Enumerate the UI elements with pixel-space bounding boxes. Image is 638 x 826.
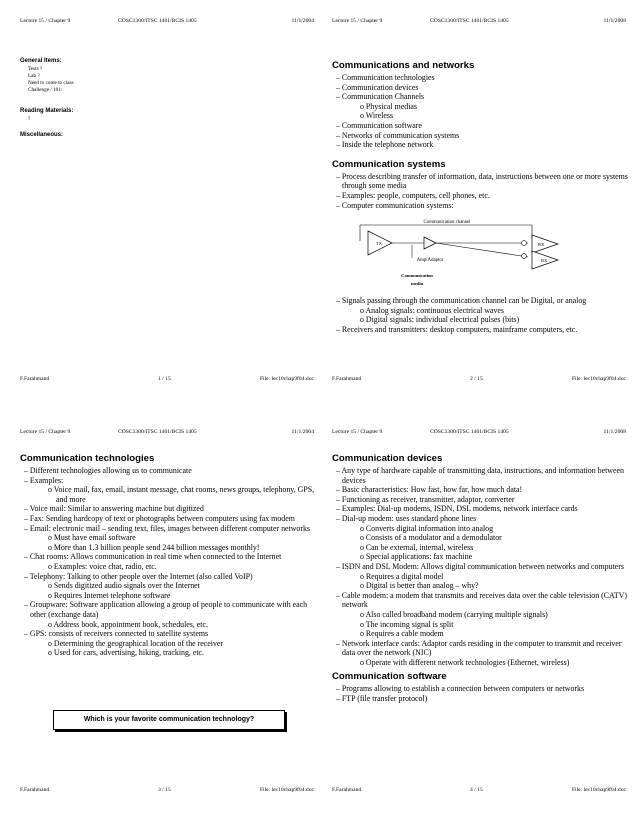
bullet-item: – Process describing transfer of information, data, instructions between one or more systems through some media <box>336 171 628 191</box>
bullet-item: – FTP (file transfer protocol) <box>336 694 428 704</box>
sub-bullet-item: o Sends digitized audio signals over the Internet <box>48 581 200 591</box>
bullet-item: – Functioning as receiver, transmitter, adaptor, converter <box>336 494 515 504</box>
bullet-item: – Telephony: Talking to other people over the Internet (also called VoIP) <box>24 571 253 581</box>
bullet-item: – Communication software <box>336 120 422 130</box>
bullet-item: – Fax: Sending hardcopy of text or photographs between computers using fax modem <box>24 513 295 523</box>
bullet-item: – Groupware: Software application allowing a group of people to communicate with each other (exchange data) <box>24 600 308 619</box>
footer-file: File: lec10chap9f04.doc <box>259 787 314 793</box>
rx2-label: RX <box>541 258 548 264</box>
sub-bullet-item: o Determining the geographical location of the receiver <box>48 638 224 648</box>
page-2 <box>330 14 630 409</box>
header-course: COSC1300/ITSC 1401/BCIS 1405 <box>430 429 509 435</box>
bullet-item: – Any type of hardware capable of transmitting data, instructions, and information between devices <box>336 466 624 485</box>
sub-bullet-item: o Converts digital information into analog <box>360 523 494 533</box>
bullet-item: – Cable modem: a modem that transmits and receives data over the cable television (CATV) network <box>336 590 627 610</box>
sub-bullet-item: o Voice mail, fax, email, instant message, chat rooms, news groups, telephony, GPS, and more <box>48 485 315 504</box>
sub-bullet-item: o Consists of a modulator and a demodulator <box>360 533 502 543</box>
bullet-item: – Email: electronic mail – sending text, files, images between different computer networks <box>24 523 311 533</box>
page-header <box>18 18 318 28</box>
tx-label: TX <box>376 241 383 247</box>
communications-networks-title: Communications and networks <box>332 60 475 71</box>
bullet-item: – Programs allowing to establish a connection between computers or networks <box>336 684 585 694</box>
miscellaneous-title: Miscellaneous: <box>20 132 64 138</box>
list-item: Lab ? <box>28 73 40 79</box>
rx1-node-icon <box>522 241 527 246</box>
sub-bullet-item: o The incoming signal is split <box>360 619 454 629</box>
footer-file: File: lec10chap9f04.doc <box>259 376 314 382</box>
general-items-list <box>20 66 316 94</box>
communications-networks-list <box>332 73 628 150</box>
communication-systems-list <box>332 172 628 210</box>
communication-devices-list <box>332 466 628 667</box>
rx1-triangle-icon <box>532 235 558 253</box>
header-course: COSC1300/ITSC 1401/BCIS 1405 <box>118 18 197 24</box>
bullet-item: – Receivers and transmitters: desktop computers, mainframe computers, etc. <box>336 324 578 334</box>
communication-system-diagram <box>332 213 628 293</box>
footer-file: File: lec10chap9f04.doc <box>571 787 626 793</box>
header-lecture: Lecture 15 / Chapter 9 <box>332 18 383 24</box>
sub-bullet-item: o More than 1.3 billion people send 244 billion messages monthly! <box>48 542 260 552</box>
bullet-item: – Dial-up modem: uses standard phone lines <box>336 513 477 523</box>
page-header <box>330 429 630 439</box>
header-course: COSC1300/ITSC 1401/BCIS 1405 <box>430 18 509 24</box>
page-footer <box>330 376 630 386</box>
page-3 <box>18 425 318 820</box>
footer-page-number: 4 / 15 <box>470 787 483 793</box>
reading-materials-title: Reading Materials: <box>20 108 74 114</box>
communication-technologies-title: Communication technologies <box>20 453 155 464</box>
header-course: COSC1300/ITSC 1401/BCIS 1405 <box>118 429 197 435</box>
bullet-item: – Examples: Dial-up modems, ISDN, DSL modems, network interface cards <box>336 504 578 514</box>
sub-bullet-item: o Requires a digital model <box>360 571 444 581</box>
bullet-item: – Inside the telephone network <box>336 140 434 150</box>
amp-triangle-icon <box>424 237 436 249</box>
communication-software-title: Communication software <box>332 671 447 683</box>
media-label-line2: media <box>411 281 423 287</box>
bullet-item: – Examples: <box>24 475 64 485</box>
page-header <box>18 429 318 439</box>
header-date: 11/1/2008 <box>603 18 626 24</box>
rx2-node-icon <box>522 254 527 259</box>
general-items-title: General Items: <box>20 58 62 64</box>
list-item: Challenge / 101/ <box>28 87 63 93</box>
sub-bullet-item: o Address book, appointment book, schedules, etc. <box>48 619 208 629</box>
footer-author: F.Farahmand <box>20 787 50 793</box>
page-4 <box>330 425 630 820</box>
bullet-item: – Examples: people, computers, cell phones, etc. <box>336 190 490 200</box>
sub-bullet-item: o Used for cars, advertising, hiking, tracking, etc. <box>48 648 205 658</box>
signals-list <box>332 296 628 334</box>
bullet-item: – Signals passing through the communication channel can be Digital, or analog <box>336 296 587 306</box>
sub-bullet-item: o Requires Internet telephone software <box>48 590 171 600</box>
footer-file: File: lec10chap9f04.doc <box>571 376 626 382</box>
bullet-item: – Chat rooms: Allows communication in real time when connected to the Internet <box>24 552 282 562</box>
bullet-item: – ISDN and DSL Modem: Allows digital communication between networks and computers <box>336 561 624 571</box>
rx1-label: RX <box>538 242 545 248</box>
list-item: Tests ? <box>28 66 43 72</box>
footer-author: F.Farahmand <box>20 376 50 382</box>
sub-bullet-item: o Analog signals: continuous electrical waves <box>360 305 504 315</box>
diagram-svg <box>332 213 622 293</box>
bullet-item: – Communication Channels <box>336 92 425 102</box>
sub-bullet-item: o Requires a cable modem <box>360 629 444 639</box>
sub-bullet-item: o Also called broadband modem (carrying multiple signals) <box>360 609 548 619</box>
header-lecture: Lecture 15 / Chapter 9 <box>20 18 71 24</box>
footer-page-number: 1 / 15 <box>158 376 171 382</box>
media-label-line1: Communication <box>401 273 433 279</box>
header-lecture: Lecture 15 / Chapter 9 <box>332 429 383 435</box>
amp-adaptor-label: Amp/Adaptor <box>416 258 444 264</box>
channel-label: Communication channel <box>423 220 471 226</box>
footer-page-number: 2 / 15 <box>470 376 483 382</box>
sub-bullet-item: o Must have email software <box>48 533 136 543</box>
bullet-item: – Networks of communication systems <box>336 130 460 140</box>
bullet-item: – GPS: consists of receivers connected to satellite systems <box>24 629 209 639</box>
sub-bullet-item: o Digital is better than analog – why? <box>360 581 479 591</box>
reading-items-list <box>20 116 316 123</box>
page-header <box>330 18 630 28</box>
page-1 <box>18 14 318 409</box>
bullet-item: – Voice mail: Similar to answering machine but digitized <box>24 504 204 514</box>
bullet-item: – Communication technologies <box>336 73 435 82</box>
list-item: ? <box>28 116 31 122</box>
bullet-item: – Different technologies allowing us to communicate <box>24 466 192 475</box>
footer-author: F.Farahmand <box>332 376 362 382</box>
header-date: 11/1/2004 <box>291 429 314 435</box>
header-lecture: Lecture 15 / Chapter 9 <box>20 429 71 435</box>
bullet-item: – Computer communication systems: <box>336 200 454 210</box>
page-footer <box>330 787 630 797</box>
sub-bullet-item: o Examples: voice chat, radio, etc. <box>48 561 157 571</box>
sub-bullet-item: o Wireless <box>360 111 394 121</box>
favorite-technology-callout: Which is your favorite communication technology? <box>53 710 285 730</box>
page-footer <box>18 376 318 386</box>
bullet-item: – Network interface cards: Adaptor cards residing in the computer to transmit and receiver data over the network (NIC) <box>336 638 622 658</box>
communication-systems-title: Communication systems <box>332 158 446 170</box>
bullet-item: – Communication devices <box>336 82 419 92</box>
list-item: Need to come to class <box>28 80 74 86</box>
amp-rx2-link <box>436 243 528 257</box>
footer-author: F.Farahmand <box>332 787 362 793</box>
page-footer <box>18 787 318 797</box>
footer-page-number: 3 / 15 <box>158 787 171 793</box>
communication-software-list <box>332 684 628 703</box>
sub-bullet-item: o Can be external, internal, wireless <box>360 542 474 552</box>
communication-devices-title: Communication devices <box>332 453 443 464</box>
sub-bullet-item: o Digital signals: individual electrical pulses (bits) <box>360 315 520 325</box>
sub-bullet-item: o Operate with different network technologies (Ethernet, wireless) <box>360 657 570 667</box>
sub-bullet-item: o Special applications: fax machine <box>360 552 473 562</box>
header-date: 11/1/2008 <box>603 429 626 435</box>
communication-technologies-list <box>20 466 316 658</box>
bullet-item: – Basic characteristics: How fast, how far, how much data! <box>336 485 523 495</box>
sub-bullet-item: o Physical medias <box>360 101 417 111</box>
header-date: 11/1/2004 <box>291 18 314 24</box>
